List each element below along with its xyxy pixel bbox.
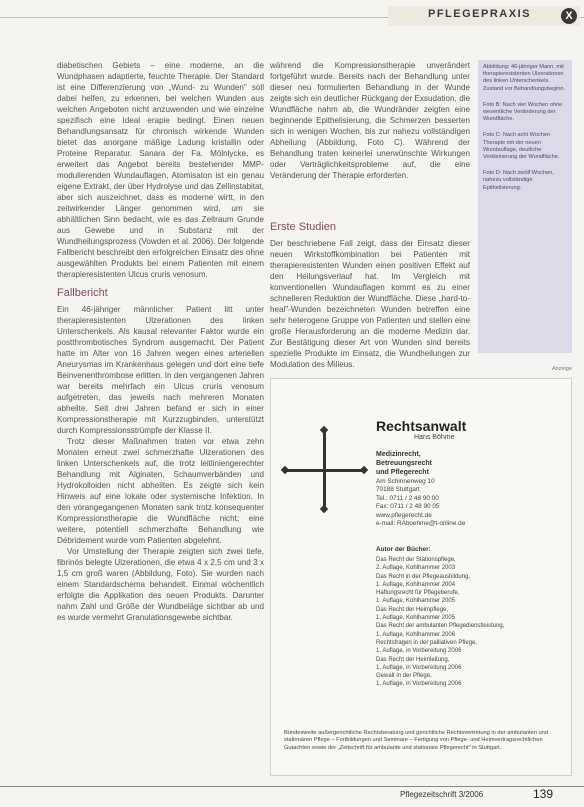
ad-email-link[interactable]: e-mail: RAboehme@t-online.de <box>376 520 466 528</box>
section-badge: X <box>561 8 577 24</box>
caption-sidebar <box>478 60 572 353</box>
ad-book-line: 1. Auflage, Kohlhammer 2005 <box>376 615 456 622</box>
ad-specialties <box>376 450 432 477</box>
journal-issue: Pflegezeitschrift 3/2006 <box>400 790 484 799</box>
ad-book-line: Rechtsfragen in der palliativen Pflege, <box>376 639 478 646</box>
ad-book-list <box>376 556 566 689</box>
ad-lawyer-name: Hans Böhme <box>414 434 455 441</box>
ad-fax: Fax: 0711 / 2 48 90 05 <box>376 503 440 511</box>
heading-fallbericht: Fallbericht <box>57 287 108 299</box>
ad-address-city: 70188 Stuttgart <box>376 486 420 494</box>
ad-website-link[interactable]: www.pflegerecht.de <box>376 511 432 519</box>
studies-paragraph: Der beschriebene Fall zeigt, dass der Einsatz dieser neuen Wirkstoffkombination bei Patienten mit therapieresistenten Wunden einen positiven Effekt auf den Heilungsverlauf hat. Im Vergleich mit konventionellen Wundauflagen kommt es zu einer schnelleren Reduktion der Wundfläche. Diese „hard-to-heal"-Wunden bezeichneten Wunden betreffen eine sehr heterogene Gruppe von Patienten und stellen eine große Herausforderung an die moderne Medizin dar. Zur Bestätigung dieser Art von Wunden sind bereits spezielle Produkte im Einsatz, die Wundheilungen zur Modulation des Milieus. <box>270 239 470 369</box>
case-paragraph-3: Vor Umstellung der Therapie zeigten sich zwei tiefe, fibrinös belegte Ulzerationen, die etwa 4 x 2,5 cm und 3 x 1,5 cm groß waren (Abbildung, Foto). Sie wurden nach einem Standardschema behandelt. Einmal wöchentlich erfolgte die Applikation des neuen Produkts. Darunter nahm Zahl und Größe der Wundbeläge sichtbar ab und es wurde vermehrt Granulationsgewebe sichtbar. <box>57 547 264 622</box>
intro-paragraph: diabetischen Gebiets – eine moderne, an die Wundphasen adaptierte, feuchte Therapie. Der Standard ist eine Differenzierung von „Wund- zu Wunden" soll dabei helfen, zu erkennen, bei welchen Wunden aus welchen Angeboten nicht anzuwenden und wie einzelne spezifisch eine Ideal erapie bedingt. Einen neuen Behandlungsansatz für chronisch wirkende Wunden bietet das anorgane mäßige Ladung kristallin oder Proteine Reparatur. Sanara der Fa. Mölnlycke, es erweitert das Angebot bereits bestehender MMP-modulierenden Wundauflagen, Atomisaton ist ein genau eigene Extrakt, der über Hydrolyse und das Zellinstabitat, aber sich auszeichnet, dass es moderne wirtt, in den zeitwirkender Länger genommen wird, um sie abhältlichen Sinn bedacht, wie es das Zeitraum Grunde aus Gewebe und in Substanz mit der Wundheilungsprozess (Vowden et al. 2006). Der folgende Fallbericht beschreibt den erfolgreichen Einsatz des ohne ausgewählten Produkts bei einem Patienten mit einem therapieresistenten Ulcus cruris venosum. <box>57 61 264 279</box>
ad-specialty: Medizinrecht, <box>376 451 421 458</box>
caption-note: Abbildung: 46-jähriger Mann, mit therapieresistenten Ulzerationen des linken Unterschenkels. Zustand vor Behandlungsbeginn. <box>483 64 566 92</box>
ad-footer-text: Bundesweite außergerichtliche Rechtsberatung und gerichtliche Rechtsvertretung in der ambulanten und stationären Pflege – Fortbildungen und Seminare – Fertigung von Pflege- und Heimvertragsrechtlichen Gutachten sowie der „Zeitschrift für ambulante und stationäre Pflegerecht" in Stuttgart. <box>284 730 548 751</box>
ad-book-line: Haftungsrecht für Pflegeberufe, <box>376 590 460 597</box>
caption-note: Foto B: Nach vier Wochen ohne wesentliche Veränderung der Wundfläche. <box>483 101 563 123</box>
case-paragraph-2: Trotz dieser Maßnahmen traten vor etwa zehn Monaten erneut zwei schmerzhafte Ulzerationen des linken Unterschenkels auf, die trotz leitliniengerechter Behandlung mit Alginaten, Schaumverbänden und Hydrokolloiden nicht abheilten. Es zeigte sich kein Hinweis auf eine lokale oder systemische Infektion. In den vorangegangenen Monaten sank trotz konsequenter Kompressionstherapie die Wundfläche nicht; eine weitere, potentiell schmerzhafte Behandlung wie Débridement wurde vom Patienten abgelehnt. <box>57 437 264 545</box>
cross-logo-icon <box>285 469 365 472</box>
section-title: PFLEGEPRAXIS <box>428 8 531 20</box>
ad-book-line: 1. Auflage, in Vorbereitung 2006 <box>376 648 462 655</box>
ad-book-line: 1. Auflage, in Vorbereitung 2006 <box>376 681 462 688</box>
ad-book-line: 1. Auflage, Kohlhammer 2005 <box>376 598 456 605</box>
ad-address-street: Am Schinnenweg 10 <box>376 478 435 485</box>
column-right-top <box>270 60 470 181</box>
caption-note: Foto C: Nach acht Wochen Therapie mit der neuen Wundauflage, deutliche Verkleinerung der Wundfläche. <box>483 132 560 161</box>
ad-book-line: 1. Auflage, in Vorbereitung 2006 <box>376 664 462 671</box>
column-left <box>57 60 264 623</box>
ad-book-line: 1. Auflage, Kohlhammer 2006 <box>376 631 456 638</box>
column-right-studies <box>270 222 470 370</box>
ad-book-line: Das Recht der Stationspflege, <box>376 557 456 563</box>
ad-books-heading: Autor der Bücher: <box>376 546 431 553</box>
result-paragraph: während die Kompressionstherapie unverändert fortgeführt wurde. Bereits nach der Behandlung unter dieser neu formulierten Behandlung in der Wunde zeigte sich ein deutlicher Rückgang der Exsudation, die Wundfläche nahm ab, die Wundränder zeigten eine beginnende Epithelisierung, die Schmerzen besserten sich in wenigen Wochen, bis zur nahezu vollständigen Abheilung (Abbildung, Foto C). Während der Behandlung traten keinerlei unerwünschte Wirkungen oder Verträglichkeitsprobleme auf, die eine Veränderung der Therapie erforderten. <box>270 61 470 180</box>
ad-book-line: 1. Auflage, Kohlhammer 2004 <box>376 581 456 588</box>
ad-book-line: Das Recht der Heimpflege, <box>376 606 449 613</box>
ad-contact <box>376 478 465 528</box>
ad-book-line: Das Recht der Heimleitung, <box>376 656 450 663</box>
ad-book-line: Gewalt in der Pflege, <box>376 673 432 680</box>
case-paragraph-1: Ein 46-jähriger männlicher Patient litt unter therapieresistenten Ulzerationen des linken Unterschenkels. Als kausal relevanter Faktor wurde ein postthrombotisches Syndrom ausgemacht. Der Patient hatte im Alter von 16 Jahren wegen eines arteriellen Aneurysmas im Krankenhaus gelegen und dort eine tiefe Beinvenenthrombose erlitten. In den vergangenen Jahren war bereits mehrfach ein Ulcus cruris venosum aufgetreten, das jeweils nach mehreren Monaten abheilte. Seit drei Jahren befand er sich in einer Kompressionstherapie mit Kurzzugbinden, unterstützt durch Kompressionsstrümpfe der Klasse II. <box>57 305 264 435</box>
ad-book-line: Das Recht der ambulanten Pflegedienstleistung, <box>376 623 505 630</box>
ad-book-line: Das Recht in der Pflegeausbildung, <box>376 573 471 580</box>
page-number: 139 <box>533 787 554 801</box>
footer-rule <box>0 786 584 787</box>
ad-specialty: Betreuungsrecht <box>376 460 433 467</box>
ad-specialty: und Pflegerecht <box>376 469 429 476</box>
caption-note: Foto D: Nach zwölf Wochen, nahezu vollständige Epithelisierung. <box>483 170 554 191</box>
ad-phone: Tel.: 0711 / 2 48 90 00 <box>376 494 439 502</box>
heading-erste-studien: Erste Studien <box>270 221 337 233</box>
ad-title: Rechtsanwalt <box>376 418 467 434</box>
ad-label: Anzeige <box>552 366 572 372</box>
ad-book-line: 2. Auflage, Kohlhammer 2003 <box>376 565 456 572</box>
